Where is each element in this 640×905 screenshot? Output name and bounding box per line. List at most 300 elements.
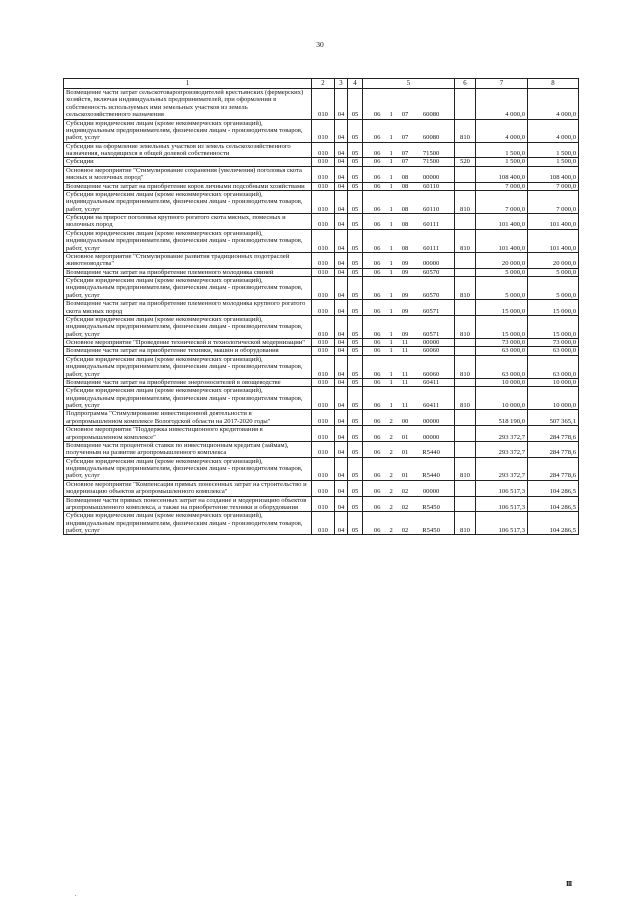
target-article-part: 60111 xyxy=(423,244,440,252)
code-ministry: 010 xyxy=(312,441,335,457)
column-header: 6 xyxy=(455,79,476,89)
row-name: Возмещение части процентной ставки по инвестиционным кредитам (займам), полученным на развитие агропромышленного комплекса xyxy=(64,441,312,457)
code-expense-type xyxy=(455,347,476,355)
amount-year-1: 106 517,3 xyxy=(476,512,528,535)
amount-year-2: 10 000,0 xyxy=(528,378,579,386)
target-article-part: 06 xyxy=(373,402,381,409)
page-number: 30 xyxy=(316,40,324,49)
code-ministry: 010 xyxy=(312,339,335,347)
target-article-part: 00000 xyxy=(422,488,440,496)
target-article-part: 11 xyxy=(401,378,409,386)
row-name: Субсидии юридическим лицам (кроме некоммерческих организаций), индивидуальным предпринимателям, физическим лицам - производителям товаров, работ, услуг xyxy=(64,387,312,410)
amount-year-2: 284 778,6 xyxy=(528,441,579,457)
code-subsection: 05 xyxy=(348,268,363,276)
amount-year-1: 20 000,0 xyxy=(476,252,528,268)
code-target-article xyxy=(363,378,455,386)
code-expense-type: 810 xyxy=(455,119,476,142)
target-article-part: 1 xyxy=(389,347,393,355)
code-subsection: 05 xyxy=(348,378,363,386)
code-expense-type xyxy=(455,214,476,230)
amount-year-2: 7 000,0 xyxy=(528,190,579,213)
amount-year-1: 293 372,7 xyxy=(476,457,528,480)
code-expense-type xyxy=(455,441,476,457)
budget-table xyxy=(63,78,579,535)
code-subsection: 05 xyxy=(348,512,363,535)
code-target-article xyxy=(363,496,455,512)
code-expense-type xyxy=(455,496,476,512)
amount-year-1: 4 000,0 xyxy=(476,119,528,142)
code-ministry: 010 xyxy=(312,252,335,268)
row-name: Субсидии юридическим лицам (кроме некоммерческих организаций), индивидуальным предпринимателям, физическим лицам - производителям товаров, работ, услуг xyxy=(64,190,312,213)
target-article-part: 1 xyxy=(389,268,393,276)
target-article-part: 06 xyxy=(373,449,381,457)
target-article-part: 09 xyxy=(401,268,409,276)
target-article-part: 60571 xyxy=(422,307,440,315)
target-article-part: R5450 xyxy=(422,503,440,511)
target-article-part: 1 xyxy=(389,111,393,119)
code-ministry: 010 xyxy=(312,512,335,535)
column-header: 5 xyxy=(363,79,455,89)
code-expense-type: 810 xyxy=(455,457,476,480)
code-expense-type xyxy=(455,142,476,158)
amount-year-2: 108 400,0 xyxy=(528,166,579,182)
amount-year-2: 101 400,0 xyxy=(528,214,579,230)
target-article-part: 07 xyxy=(401,158,409,166)
code-section: 04 xyxy=(335,182,348,190)
code-ministry: 010 xyxy=(312,268,335,276)
code-target-article xyxy=(363,89,455,120)
code-expense-type: 520 xyxy=(455,158,476,166)
amount-year-2: 7 000,0 xyxy=(528,182,579,190)
target-article-part: 60411 xyxy=(422,378,440,386)
target-article-part: 06 xyxy=(373,488,381,496)
code-subsection: 05 xyxy=(348,496,363,512)
code-section: 04 xyxy=(335,119,348,142)
amount-year-2: 20 000,0 xyxy=(528,252,579,268)
code-ministry: 010 xyxy=(312,89,335,120)
target-article-part: 06 xyxy=(373,174,381,182)
code-expense-type xyxy=(455,426,476,442)
amount-year-1: 293 372,7 xyxy=(476,426,528,442)
target-article-part: 1 xyxy=(389,150,393,157)
code-section: 04 xyxy=(335,277,348,300)
target-article-part: 09 xyxy=(401,291,409,299)
target-article-part: 01 xyxy=(401,472,409,480)
table-row xyxy=(64,355,579,378)
code-expense-type: 810 xyxy=(455,190,476,213)
amount-year-2: 284 778,6 xyxy=(528,457,579,480)
amount-year-1: 10 000,0 xyxy=(476,387,528,410)
code-ministry: 010 xyxy=(312,355,335,378)
code-target-article xyxy=(363,387,455,410)
code-ministry: 010 xyxy=(312,190,335,213)
amount-year-1: 4 000,0 xyxy=(476,89,528,120)
target-article-part: 00000 xyxy=(422,339,440,346)
target-article-part: 02 xyxy=(401,527,409,534)
code-target-article xyxy=(363,441,455,457)
target-article-part: 2 xyxy=(389,488,393,496)
amount-year-2: 15 000,0 xyxy=(528,315,579,338)
target-article-part: 1 xyxy=(389,291,393,299)
table-row xyxy=(64,426,579,442)
table-row xyxy=(64,229,579,252)
target-article-part: 60111 xyxy=(423,221,440,229)
amount-year-2: 5 000,0 xyxy=(528,277,579,300)
code-subsection: 05 xyxy=(348,355,363,378)
row-name: Субсидии юридическим лицам (кроме некоммерческих организаций), индивидуальным предпринимателям, физическим лицам - производителям товаров, работ, услуг xyxy=(64,315,312,338)
target-article-part: 1 xyxy=(389,182,393,190)
table-row xyxy=(64,268,579,276)
row-name: Основное мероприятие "Стимулирование сохранения (увеличения) поголовья скота мясных и молочных пород" xyxy=(64,166,312,182)
target-article-part: 06 xyxy=(373,291,381,299)
code-section: 04 xyxy=(335,426,348,442)
code-expense-type xyxy=(455,378,476,386)
table-row xyxy=(64,182,579,190)
code-section: 04 xyxy=(335,457,348,480)
target-article-part: 11 xyxy=(401,347,409,355)
target-article-part: 11 xyxy=(401,402,409,409)
target-article-part: 06 xyxy=(373,472,381,480)
code-subsection: 05 xyxy=(348,387,363,410)
code-ministry: 010 xyxy=(312,378,335,386)
target-article-part: 1 xyxy=(389,307,393,315)
column-header: 8 xyxy=(528,79,579,89)
amount-year-1: 293 372,7 xyxy=(476,441,528,457)
target-article-part: R5440 xyxy=(422,472,440,480)
code-ministry: 010 xyxy=(312,426,335,442)
code-target-article xyxy=(363,339,455,347)
code-ministry: 010 xyxy=(312,166,335,182)
amount-year-2: 10 000,0 xyxy=(528,387,579,410)
amount-year-1: 106 517,3 xyxy=(476,480,528,496)
target-article-part: 2 xyxy=(389,472,393,480)
table-row xyxy=(64,119,579,142)
column-header: 2 xyxy=(312,79,335,89)
target-article-part: 08 xyxy=(401,174,409,182)
target-article-part: 06 xyxy=(373,150,381,157)
row-name: Основное мероприятие "Компенсация прямых понесенных затрат на строительство и модернизацию объектов агропромышленного комплекса" xyxy=(64,480,312,496)
code-expense-type xyxy=(455,480,476,496)
row-name: Основное мероприятие "Стимулирование развития традиционных подотраслей животноводства" xyxy=(64,252,312,268)
amount-year-2: 104 286,5 xyxy=(528,496,579,512)
target-article-part: 06 xyxy=(373,221,381,229)
code-target-article xyxy=(363,410,455,426)
row-name: Субсидии юридическим лицам (кроме некоммерческих организаций), индивидуальным предпринимателям, физическим лицам - производителям товаров, работ, услуг xyxy=(64,229,312,252)
amount-year-2: 104 286,5 xyxy=(528,512,579,535)
code-section: 04 xyxy=(335,300,348,316)
target-article-part: 60060 xyxy=(422,347,440,355)
code-target-article xyxy=(363,300,455,316)
code-expense-type: 810 xyxy=(455,229,476,252)
amount-year-1: 518 190,0 xyxy=(476,410,528,426)
target-article-part: 06 xyxy=(373,182,381,190)
row-name: Возмещение части затрат сельскотоваропроизводителей крестьянских (фермерских) хозяйств, включая индивидуальных предпринимателей, при оформлении в собственность используемых ими земельных участков из земель сельскохозяйственного назначения xyxy=(64,89,312,120)
amount-year-2: 507 365,1 xyxy=(528,410,579,426)
column-header: 3 xyxy=(335,79,348,89)
table-row xyxy=(64,158,579,166)
target-article-part: 08 xyxy=(401,221,409,229)
code-expense-type xyxy=(455,339,476,347)
amount-year-2: 63 000,0 xyxy=(528,347,579,355)
table-row xyxy=(64,457,579,480)
target-article-part: 09 xyxy=(401,260,409,268)
target-article-part: 00000 xyxy=(422,417,440,425)
target-article-part: 07 xyxy=(401,134,409,142)
target-article-part: 60570 xyxy=(422,268,440,276)
code-section: 04 xyxy=(335,252,348,268)
code-ministry: 010 xyxy=(312,410,335,426)
target-article-part: 1 xyxy=(389,402,393,409)
target-article-part: 06 xyxy=(373,134,381,142)
code-section: 04 xyxy=(335,441,348,457)
table-row xyxy=(64,378,579,386)
target-article-part: 1 xyxy=(389,370,393,378)
target-article-part: 06 xyxy=(373,527,381,534)
row-name: Субсидии xyxy=(64,158,312,166)
code-target-article xyxy=(363,268,455,276)
code-target-article xyxy=(363,166,455,182)
target-article-part: R5450 xyxy=(422,527,440,534)
target-article-part: 06 xyxy=(373,260,381,268)
target-article-part: 06 xyxy=(373,339,381,346)
code-expense-type xyxy=(455,89,476,120)
target-article-part: 1 xyxy=(389,260,393,268)
code-subsection: 05 xyxy=(348,277,363,300)
amount-year-2: 4 000,0 xyxy=(528,119,579,142)
code-section: 04 xyxy=(335,158,348,166)
row-name: Субсидии на оформление земельных участков из земель сельскохозяйственного назначения, находящихся в общей долевой собственности xyxy=(64,142,312,158)
table-row xyxy=(64,410,579,426)
code-subsection: 05 xyxy=(348,339,363,347)
amount-year-1: 10 000,0 xyxy=(476,378,528,386)
code-target-article xyxy=(363,426,455,442)
target-article-part: 06 xyxy=(373,417,381,425)
code-expense-type: 810 xyxy=(455,277,476,300)
amount-year-2: 15 000,0 xyxy=(528,300,579,316)
row-name: Возмещение части прямых понесенных затрат на создание и модернизацию объектов агропромышленного комплекса, а также на приобретение техники и оборудования xyxy=(64,496,312,512)
table-row xyxy=(64,347,579,355)
target-article-part: 06 xyxy=(373,307,381,315)
code-expense-type xyxy=(455,268,476,276)
row-name: Субсидии на прирост поголовья крупного рогатого скота мясных, помесных и молочных пород xyxy=(64,214,312,230)
code-ministry: 010 xyxy=(312,229,335,252)
amount-year-1: 5 000,0 xyxy=(476,277,528,300)
amount-year-1: 1 500,0 xyxy=(476,142,528,158)
code-target-article xyxy=(363,512,455,535)
code-section: 04 xyxy=(335,339,348,347)
code-target-article xyxy=(363,252,455,268)
target-article-part: 1 xyxy=(389,158,393,166)
target-article-part: 06 xyxy=(373,370,381,378)
amount-year-1: 101 400,0 xyxy=(476,229,528,252)
code-subsection: 05 xyxy=(348,166,363,182)
target-article-part: 00000 xyxy=(422,433,440,441)
target-article-part: 08 xyxy=(401,244,409,252)
code-section: 04 xyxy=(335,410,348,426)
target-article-part: 60571 xyxy=(422,330,440,338)
target-article-part: 06 xyxy=(373,347,381,355)
code-target-article xyxy=(363,214,455,230)
target-article-part: 60110 xyxy=(422,205,440,213)
amount-year-1: 108 400,0 xyxy=(476,166,528,182)
target-article-part: 1 xyxy=(389,339,393,346)
target-article-part: 00 xyxy=(401,417,409,425)
amount-year-1: 7 000,0 xyxy=(476,182,528,190)
code-expense-type xyxy=(455,252,476,268)
code-section: 04 xyxy=(335,355,348,378)
target-article-part: 71500 xyxy=(422,150,440,157)
target-article-part: 06 xyxy=(373,244,381,252)
target-article-part: 2 xyxy=(389,449,393,457)
amount-year-1: 15 000,0 xyxy=(476,300,528,316)
code-target-article xyxy=(363,142,455,158)
row-name: Подпрограмма "Стимулирование инвестиционной деятельности в агропромышленном комплексе Вологодской области на 2017-2020 годы" xyxy=(64,410,312,426)
scan-dot: . xyxy=(75,892,77,898)
footer-mark: III xyxy=(566,880,572,888)
table-row xyxy=(64,315,579,338)
amount-year-2: 101 400,0 xyxy=(528,229,579,252)
row-name: Субсидии юридическим лицам (кроме некоммерческих организаций), индивидуальным предпринимателям, физическим лицам - производителям товаров, работ, услуг xyxy=(64,512,312,535)
amount-year-1: 15 000,0 xyxy=(476,315,528,338)
amount-year-1: 73 000,0 xyxy=(476,339,528,347)
target-article-part: 06 xyxy=(373,433,381,441)
code-section: 04 xyxy=(335,166,348,182)
code-expense-type xyxy=(455,182,476,190)
amount-year-2: 1 500,0 xyxy=(528,158,579,166)
amount-year-2: 4 000,0 xyxy=(528,89,579,120)
code-target-article xyxy=(363,158,455,166)
table-row xyxy=(64,496,579,512)
target-article-part: 2 xyxy=(389,433,393,441)
code-ministry: 010 xyxy=(312,182,335,190)
amount-year-1: 1 500,0 xyxy=(476,158,528,166)
code-expense-type xyxy=(455,166,476,182)
target-article-part: 07 xyxy=(401,150,409,157)
column-header: 1 xyxy=(64,79,312,89)
code-target-article xyxy=(363,480,455,496)
target-article-part: 11 xyxy=(401,339,409,346)
code-target-article xyxy=(363,355,455,378)
amount-year-1: 63 000,0 xyxy=(476,347,528,355)
target-article-part: 01 xyxy=(401,433,409,441)
target-article-part: 02 xyxy=(401,503,409,511)
code-section: 04 xyxy=(335,347,348,355)
target-article-part: 00000 xyxy=(422,174,440,182)
target-article-part: 09 xyxy=(401,307,409,315)
target-article-part: 06 xyxy=(373,330,381,338)
target-article-part: 06 xyxy=(373,158,381,166)
table-row xyxy=(64,142,579,158)
target-article-part: 1 xyxy=(389,205,393,213)
row-name: Субсидии юридическим лицам (кроме некоммерческих организаций), индивидуальным предпринимателям, физическим лицам - производителям товаров, работ, услуг xyxy=(64,119,312,142)
target-article-part: 2 xyxy=(389,417,393,425)
code-section: 04 xyxy=(335,315,348,338)
table-row xyxy=(64,166,579,182)
code-ministry: 010 xyxy=(312,457,335,480)
target-article-part: 60570 xyxy=(422,291,440,299)
target-article-part: 60080 xyxy=(422,111,440,119)
table-header-row xyxy=(64,79,579,89)
code-expense-type xyxy=(455,410,476,426)
table-row xyxy=(64,300,579,316)
code-subsection: 05 xyxy=(348,457,363,480)
code-subsection: 05 xyxy=(348,214,363,230)
target-article-part: 71500 xyxy=(422,158,440,166)
code-subsection: 05 xyxy=(348,426,363,442)
target-article-part: 06 xyxy=(373,378,381,386)
amount-year-1: 5 000,0 xyxy=(476,268,528,276)
code-subsection: 05 xyxy=(348,252,363,268)
target-article-part: 06 xyxy=(373,268,381,276)
target-article-part: 09 xyxy=(401,330,409,338)
row-name: Возмещение части затрат на приобретение техники, машин и оборудования xyxy=(64,347,312,355)
code-ministry: 010 xyxy=(312,158,335,166)
amount-year-2: 63 000,0 xyxy=(528,355,579,378)
code-section: 04 xyxy=(335,190,348,213)
code-subsection: 05 xyxy=(348,119,363,142)
target-article-part: 07 xyxy=(401,111,409,119)
target-article-part: 60411 xyxy=(422,402,440,409)
target-article-part: 01 xyxy=(401,449,409,457)
table-row xyxy=(64,387,579,410)
code-expense-type: 810 xyxy=(455,512,476,535)
code-ministry: 010 xyxy=(312,119,335,142)
target-article-part: 1 xyxy=(389,134,393,142)
code-ministry: 010 xyxy=(312,387,335,410)
target-article-part: 60110 xyxy=(422,182,440,190)
code-section: 04 xyxy=(335,229,348,252)
row-name: Основное мероприятие "Поддержка инвестиционного кредитования в агропромышленном комплексе" xyxy=(64,426,312,442)
code-section: 04 xyxy=(335,387,348,410)
table-row xyxy=(64,89,579,120)
code-expense-type: 810 xyxy=(455,355,476,378)
amount-year-2: 5 000,0 xyxy=(528,268,579,276)
code-subsection: 05 xyxy=(348,315,363,338)
code-ministry: 010 xyxy=(312,480,335,496)
code-section: 04 xyxy=(335,89,348,120)
target-article-part: 08 xyxy=(401,182,409,190)
code-ministry: 010 xyxy=(312,142,335,158)
column-header: 4 xyxy=(348,79,363,89)
table-row xyxy=(64,480,579,496)
code-subsection: 05 xyxy=(348,142,363,158)
target-article-part: 1 xyxy=(389,378,393,386)
amount-year-2: 104 286,5 xyxy=(528,480,579,496)
table-row xyxy=(64,190,579,213)
table-row xyxy=(64,252,579,268)
code-subsection: 05 xyxy=(348,300,363,316)
code-target-article xyxy=(363,182,455,190)
target-article-part: 11 xyxy=(401,370,409,378)
target-article-part: 60080 xyxy=(422,134,440,142)
target-article-part: R5440 xyxy=(422,449,440,457)
table-row xyxy=(64,512,579,535)
table-row xyxy=(64,339,579,347)
table-row xyxy=(64,277,579,300)
column-header: 7 xyxy=(476,79,528,89)
code-subsection: 05 xyxy=(348,480,363,496)
code-subsection: 05 xyxy=(348,347,363,355)
code-expense-type xyxy=(455,300,476,316)
code-subsection: 05 xyxy=(348,441,363,457)
target-article-part: 06 xyxy=(373,503,381,511)
code-section: 04 xyxy=(335,214,348,230)
row-name: Субсидии юридическим лицам (кроме некоммерческих организаций), индивидуальным предпринимателям, физическим лицам - производителям товаров, работ, услуг xyxy=(64,277,312,300)
code-target-article xyxy=(363,229,455,252)
code-ministry: 010 xyxy=(312,347,335,355)
code-subsection: 05 xyxy=(348,89,363,120)
code-ministry: 010 xyxy=(312,277,335,300)
